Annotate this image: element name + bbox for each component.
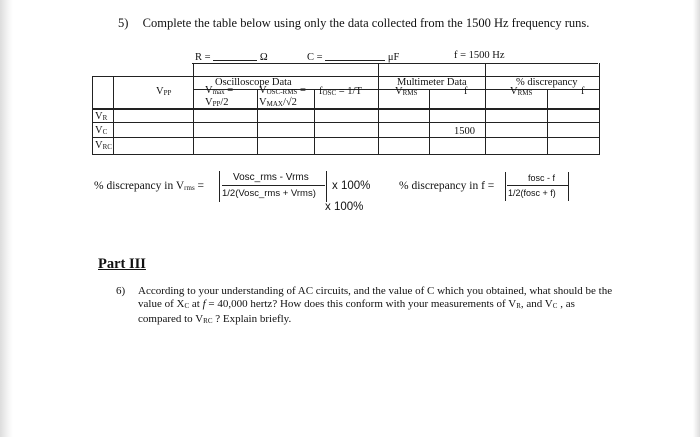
col-vrms-label: V (395, 86, 403, 97)
formula-1-abs-right (326, 171, 327, 202)
r-unit: Ω (259, 52, 268, 63)
table-rule-bottom (92, 154, 600, 155)
c-field (307, 50, 399, 63)
table-col-disc-vrms-right (547, 89, 548, 154)
formula-2-prefix: % discrepancy in f = (399, 180, 495, 192)
col-voscrms-a-sub: OSC-RMS (266, 88, 298, 96)
question-5-text: Complete the table below using only the data collected from the 1500 Hz frequency runs. (142, 16, 590, 30)
question-6-text4: , and V (520, 298, 553, 310)
col-f: f (464, 86, 468, 97)
question-6-f: f (202, 298, 206, 310)
question-6-text6: ? Explain briefly. (212, 313, 292, 325)
question-6-vc-sub: C (552, 302, 558, 310)
formula-1-abs-left (219, 171, 220, 202)
formula-1-prefix (94, 180, 204, 192)
formula-1-numerator: Vosc_rms - Vrms (233, 172, 309, 183)
table-col-vpp-right (193, 63, 194, 154)
col-voscrms-eq: = (297, 85, 306, 96)
r-blank[interactable] (213, 50, 257, 61)
formula-2-numerator: fosc - f (528, 173, 556, 183)
formula-1-prefix-sub: rms (184, 184, 195, 192)
row-vc-sub: C (102, 128, 108, 136)
question-5-number: 5) (118, 16, 129, 30)
col-fosc-tail: = 1/T (336, 86, 362, 97)
col-vrms-sub: RMS (402, 89, 418, 97)
col-vmax (205, 85, 233, 96)
col-vmax-line2 (205, 97, 229, 108)
col-vmax-a-sub: max (212, 88, 225, 96)
col-voscrms-line2 (259, 97, 297, 108)
question-6-text3: = 40,000 hertz? How does this conform with your measurements of V (205, 298, 517, 310)
col-vmax-eq: = (224, 85, 234, 96)
formula-2-fraction-bar (507, 185, 568, 186)
formula-1-eq: = (197, 180, 205, 192)
c-blank[interactable] (325, 50, 385, 61)
row-vrc-sub: RC (102, 143, 112, 151)
table-col-vrms-right (429, 89, 430, 154)
col-vpp-sub: PP (163, 89, 172, 97)
question-6-text5: , as compared to V (138, 298, 575, 325)
table-col-vmax-right (257, 89, 258, 154)
row-label-vc (95, 125, 107, 136)
part-3-title: Part III (98, 256, 146, 272)
table-col-left (92, 76, 93, 154)
question-6-body (134, 285, 616, 328)
formula-1-denominator: 1/2(Vosc_rms + Vrms) (222, 188, 316, 199)
r-field (195, 50, 268, 63)
page-left-edge (0, 0, 13, 437)
col-vrms (395, 86, 417, 97)
formula-1-fraction-bar (222, 185, 325, 186)
oscilloscope-header: Oscilloscope Data (215, 77, 292, 88)
col-vmax-b: V (205, 97, 213, 108)
col-disc-vrms (510, 86, 532, 97)
formula-2-abs-left (505, 172, 506, 201)
row-vr-label: V (95, 111, 103, 122)
r-label: R = (195, 52, 211, 63)
col-fosc (319, 86, 362, 97)
table-rule-subheader-double (92, 109, 600, 110)
table-col-f-right (485, 63, 486, 154)
row-vrc-label: V (95, 140, 103, 151)
col-disc-f: f (581, 86, 585, 97)
formula-1-times: x 100% (332, 180, 371, 192)
question-5 (118, 16, 589, 31)
table-col-voscrms-right (314, 89, 315, 154)
col-fosc-sub: OSC (322, 89, 337, 97)
table-col-label-right (113, 76, 114, 154)
col-disc-vrms-sub: RMS (517, 89, 533, 97)
multimeter-header: Multimeter Data (397, 77, 467, 88)
discrepancy-header: % discrepancy (516, 77, 578, 88)
col-voscrms (259, 85, 306, 96)
col-vpp (156, 86, 171, 97)
table-rule-top (192, 63, 598, 64)
c-label: C = (307, 52, 323, 63)
row-vc-label: V (95, 125, 103, 136)
col-vmax-a: V (205, 85, 213, 96)
col-vpp-label: V (156, 86, 164, 97)
question-6-xc-sub: C (184, 302, 190, 310)
freq-label: f = 1500 Hz (454, 50, 505, 61)
question-6-number: 6) (116, 285, 126, 297)
c-unit: μF (387, 52, 400, 63)
f-value-cell: 1500 (454, 126, 475, 137)
table-col-right (599, 63, 600, 154)
col-voscrms-b-tail: /√2 (282, 97, 297, 108)
question-6-vr-sub: R (516, 302, 521, 310)
question-6 (116, 285, 616, 328)
row-label-vr (95, 111, 107, 122)
formula-1-prefix-text: % discrepancy in V (94, 180, 185, 192)
question-6-vrc-sub: RC (203, 317, 213, 325)
col-vmax-b-tail: /2 (220, 97, 229, 108)
col-vmax-b-sub: PP (212, 100, 221, 108)
formula-2-denominator: 1/2(fosc + f) (508, 188, 556, 198)
col-disc-vrms-label: V (510, 86, 518, 97)
formula-2-abs-right (568, 172, 569, 201)
col-voscrms-b-sub: MAX (266, 100, 283, 108)
data-table (92, 49, 600, 156)
table-rule-row1 (92, 122, 600, 123)
row-vr-sub: R (102, 114, 108, 122)
table-rule-row2 (92, 137, 600, 138)
page-right-edge (693, 0, 700, 437)
col-voscrms-a: V (259, 85, 267, 96)
col-voscrms-b: V (259, 97, 267, 108)
question-6-text: According to your understanding of AC circuits, and the value of C which you obtained, what should be the value of X (138, 285, 613, 310)
table-col-fosc-right (378, 63, 379, 154)
col-fosc-a: f (319, 86, 323, 97)
row-label-vrc (95, 140, 112, 151)
formula-1-times-repeat: x 100% (325, 201, 364, 213)
question-6-text2: at (189, 298, 203, 310)
